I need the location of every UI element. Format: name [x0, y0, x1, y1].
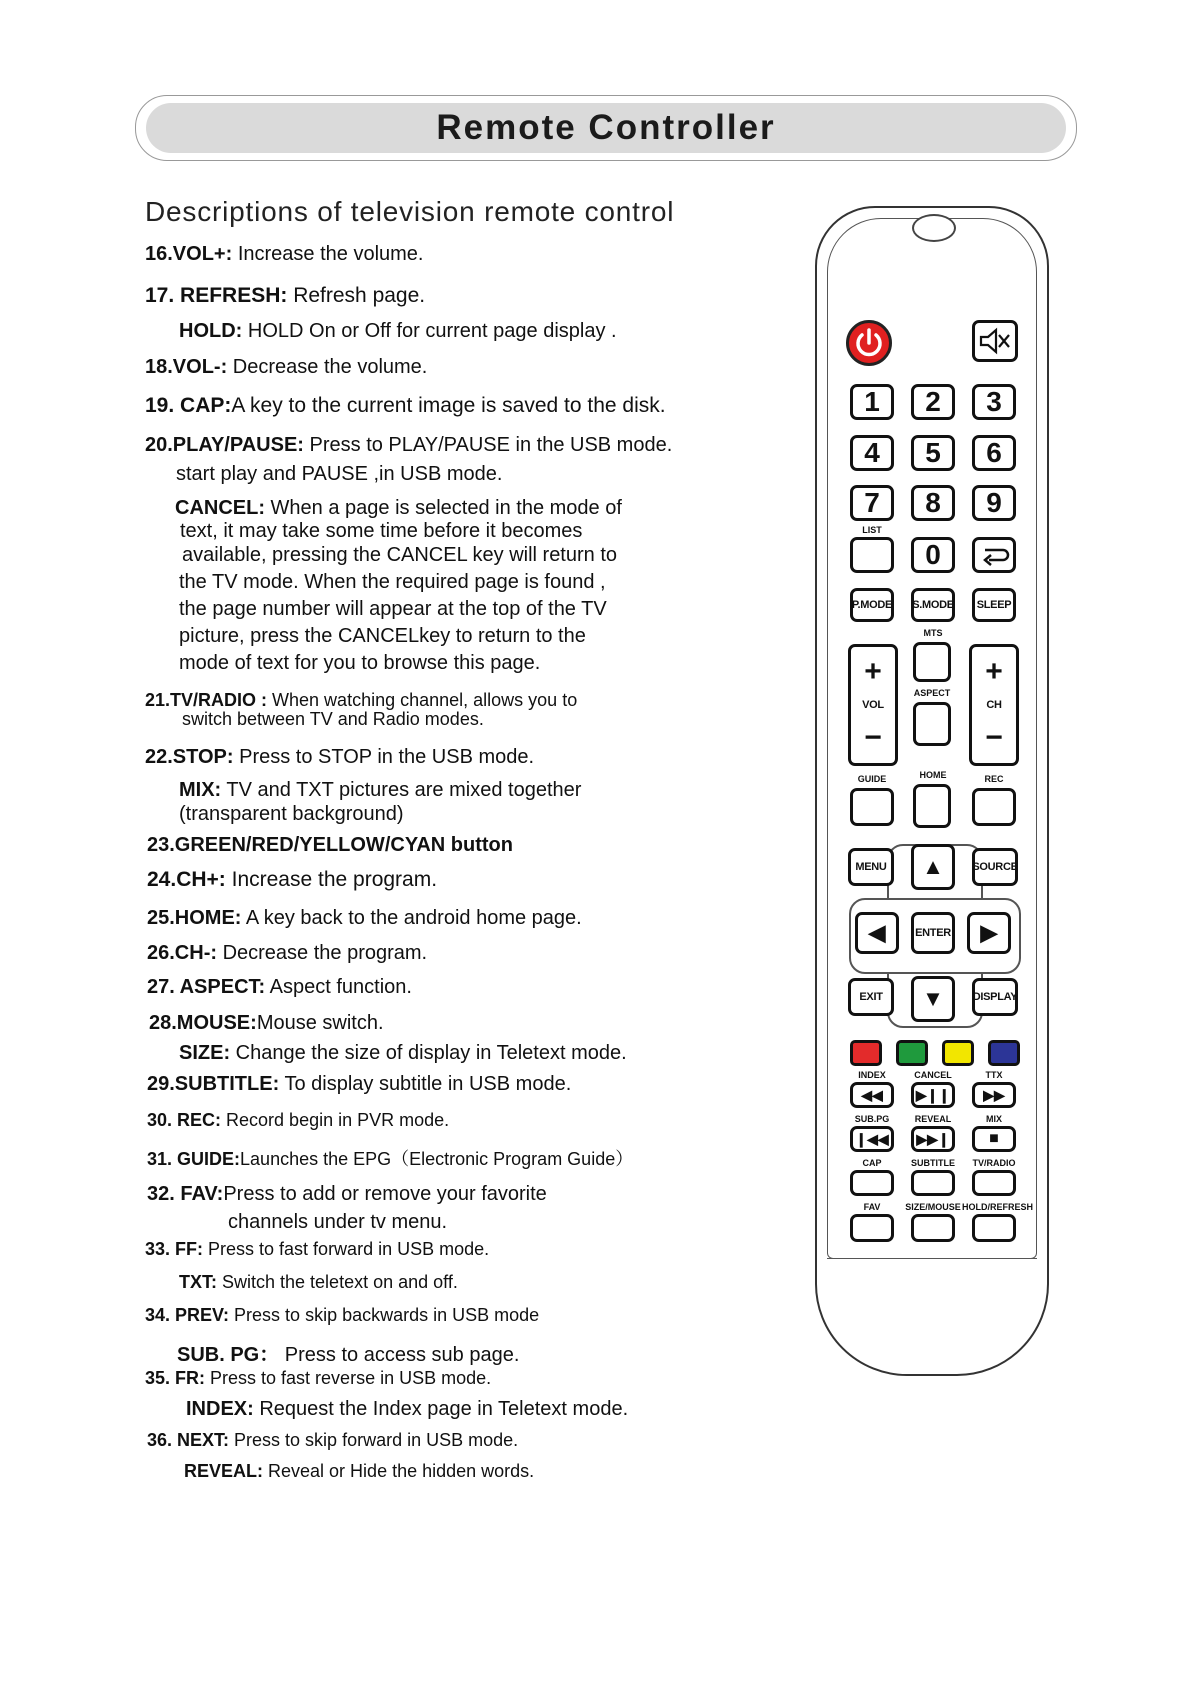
desc-index: INDEX: Request the Index page in Teletext mode.	[186, 1398, 629, 1420]
desc-prev: 34. PREV: Press to skip backwards in USB mode	[145, 1305, 540, 1325]
desc-cancel-2: text, it may take some time before it becomes	[180, 520, 583, 542]
desc-cap: 19. CAP:A key to the current image is saved to the disk.	[145, 394, 666, 417]
minus-icon: −	[864, 721, 882, 754]
tv-radio-button[interactable]	[972, 1170, 1016, 1196]
desc-hold: HOLD: HOLD On or Off for current page display .	[179, 320, 617, 342]
desc-fr: 35. FR: Press to fast reverse in USB mode.	[145, 1368, 492, 1388]
desc-stop: 22.STOP: Press to STOP in the USB mode.	[145, 746, 535, 768]
ttx-label: TTX	[985, 1070, 1003, 1080]
desc-mix-2: (transparent background)	[179, 803, 404, 825]
key-5[interactable]: 5	[911, 435, 955, 471]
key-4[interactable]: 4	[850, 435, 894, 471]
desc-size: SIZE: Change the size of display in Teletext mode.	[179, 1042, 627, 1064]
ir-window-icon	[912, 214, 956, 242]
subtitle-button[interactable]	[911, 1170, 955, 1196]
desc-cancel: CANCEL: When a page is selected in the mode of	[175, 497, 622, 519]
guide-label: GUIDE	[857, 774, 887, 784]
desc-refresh: 17. REFRESH: Refresh page.	[145, 284, 426, 307]
fav-button[interactable]	[850, 1214, 894, 1242]
key-0[interactable]: 0	[911, 537, 955, 573]
hold-refresh-button[interactable]	[972, 1214, 1016, 1242]
rewind-icon: ◀◀	[861, 1086, 883, 1103]
down-arrow-icon: ▼	[922, 986, 944, 1011]
green-button[interactable]	[896, 1040, 928, 1066]
stop-button[interactable]	[972, 1126, 1016, 1152]
red-button[interactable]	[850, 1040, 882, 1066]
desc-cancel-5: the page number will appear at the top of the TV	[179, 598, 607, 620]
ch-label: CH	[986, 699, 1002, 711]
key-2[interactable]: 2	[911, 384, 955, 420]
yellow-button[interactable]	[942, 1040, 974, 1066]
plus-icon: +	[864, 655, 882, 688]
up-arrow-icon: ▲	[922, 854, 944, 879]
index-label: INDEX	[858, 1070, 886, 1080]
desc-fav: 32. FAV:Press to add or remove your favorite	[147, 1183, 547, 1205]
mts-button[interactable]	[913, 642, 951, 682]
vol-label: VOL	[862, 699, 884, 711]
reveal-label: REVEAL	[914, 1114, 952, 1124]
skip-back-icon: ❙◀◀	[855, 1130, 889, 1147]
desc-mouse: 28.MOUSE:Mouse switch.	[149, 1012, 384, 1034]
left-arrow-icon: ◀	[868, 920, 886, 945]
mts-label: MTS	[923, 628, 943, 638]
rec-button[interactable]	[972, 788, 1016, 826]
menu-button[interactable]: MENU	[848, 848, 894, 886]
desc-cancel-7: mode of text for you to browse this page.	[179, 652, 541, 674]
up-button[interactable]	[911, 844, 955, 890]
desc-cancel-6: picture, press the CANCELkey to return to the	[179, 625, 586, 647]
desc-mix: MIX: TV and TXT pictures are mixed together	[179, 779, 582, 801]
aspect-button[interactable]	[913, 702, 951, 746]
fast-reverse-button[interactable]	[850, 1082, 894, 1108]
power-icon	[849, 323, 889, 363]
home-button[interactable]	[913, 784, 951, 828]
key-9[interactable]: 9	[972, 485, 1016, 521]
cancel-label: CANCEL	[914, 1070, 952, 1080]
section-subtitle: Descriptions of television remote control	[145, 196, 675, 227]
desc-ch-plus: 24.CH+: Increase the program.	[147, 868, 438, 891]
exit-button[interactable]: EXIT	[848, 978, 894, 1016]
mute-icon	[978, 327, 1012, 355]
home-label: HOME	[919, 770, 947, 780]
enter-button[interactable]: ENTER	[911, 912, 955, 954]
guide-button[interactable]	[850, 788, 894, 826]
mute-button[interactable]	[972, 320, 1018, 362]
recall-button[interactable]	[972, 537, 1016, 573]
desc-home: 25.HOME: A key back to the android home page.	[147, 907, 582, 929]
play-pause-button[interactable]	[911, 1082, 955, 1108]
blue-button[interactable]	[988, 1040, 1020, 1066]
desc-play-pause: 20.PLAY/PAUSE: Press to PLAY/PAUSE in the USB mode.	[145, 434, 673, 456]
desc-vol-minus: 18.VOL-: Decrease the volume.	[145, 356, 428, 378]
recall-icon	[977, 544, 1011, 566]
desc-txt: TXT: Switch the teletext on and off.	[179, 1272, 458, 1292]
rec-label: REC	[984, 774, 1004, 784]
minus-icon: −	[985, 721, 1003, 754]
desc-reveal: REVEAL: Reveal or Hide the hidden words.	[184, 1461, 535, 1481]
key-3[interactable]: 3	[972, 384, 1016, 420]
sound-mode-button[interactable]: S.MODE	[911, 588, 955, 622]
power-button[interactable]	[846, 320, 892, 366]
page-title: Remote Controller	[146, 103, 1066, 153]
fast-forward-button[interactable]	[972, 1082, 1016, 1108]
key-1[interactable]: 1	[850, 384, 894, 420]
desc-next: 36. NEXT: Press to skip forward in USB mode.	[147, 1430, 519, 1450]
desc-ff: 33. FF: Press to fast forward in USB mode.	[145, 1239, 490, 1259]
desc-aspect: 27. ASPECT: Aspect function.	[147, 976, 412, 998]
volume-rocker[interactable]	[848, 644, 898, 766]
remote-illustration	[815, 206, 1049, 1376]
picture-mode-button[interactable]: P.MODE	[850, 588, 894, 622]
desc-cancel-3: available, pressing the CANCEL key will return to	[182, 544, 618, 566]
right-arrow-icon: ▶	[980, 920, 998, 945]
left-button[interactable]	[855, 912, 899, 954]
tv-radio-label: TV/RADIO	[972, 1158, 1016, 1168]
desc-cancel-4: the TV mode. When the required page is found ,	[179, 571, 606, 593]
desc-play-pause-cont: start play and PAUSE ,in USB mode.	[176, 463, 503, 485]
right-button[interactable]	[967, 912, 1011, 954]
stop-icon: ■	[989, 1130, 999, 1147]
key-7[interactable]: 7	[850, 485, 894, 521]
mix-label: MIX	[985, 1114, 1002, 1124]
title-banner	[135, 95, 1077, 161]
channel-rocker[interactable]	[969, 644, 1019, 766]
subpg-label: SUB.PG	[854, 1114, 890, 1124]
size-mouse-button[interactable]	[911, 1214, 955, 1242]
fast-forward-icon: ▶▶	[983, 1086, 1005, 1103]
hold-refresh-label: HOLD/REFRESH	[962, 1202, 1034, 1212]
previous-button[interactable]	[850, 1126, 894, 1152]
list-label: LIST	[862, 525, 882, 535]
desc-tv-radio: 21.TV/RADIO : When watching channel, allows you to	[145, 690, 578, 710]
source-button[interactable]: SOURCE	[972, 848, 1018, 886]
desc-rec: 30. REC: Record begin in PVR mode.	[147, 1110, 450, 1130]
play-pause-icon: ▶❙❙	[915, 1086, 951, 1103]
next-button[interactable]	[911, 1126, 955, 1152]
size-mouse-label: SIZE/MOUSE	[905, 1202, 961, 1212]
remote-divider	[827, 1258, 1037, 1259]
desc-subtitle: 29.SUBTITLE: To display subtitle in USB mode.	[147, 1073, 572, 1095]
key-8[interactable]: 8	[911, 485, 955, 521]
plus-icon: +	[985, 655, 1003, 688]
desc-guide: 31. GUIDE:Launches the EPG（Electronic Program Guide）	[147, 1149, 634, 1169]
desc-sub-pg: SUB. PG： Press to access sub page.	[177, 1344, 520, 1366]
skip-forward-icon: ▶▶❙	[916, 1130, 950, 1147]
desc-tv-radio-2: switch between TV and Radio modes.	[182, 709, 484, 729]
cap-button[interactable]	[850, 1170, 894, 1196]
sleep-button[interactable]: SLEEP	[972, 588, 1016, 622]
key-6[interactable]: 6	[972, 435, 1016, 471]
aspect-label: ASPECT	[913, 688, 951, 698]
subtitle-label: SUBTITLE	[911, 1158, 955, 1168]
down-button[interactable]	[911, 976, 955, 1022]
cap-label: CAP	[862, 1158, 882, 1168]
display-button[interactable]: DISPLAY	[972, 978, 1018, 1016]
desc-vol-plus: 16.VOL+: Increase the volume.	[145, 243, 424, 265]
fav-label: FAV	[863, 1202, 881, 1212]
desc-ch-minus: 26.CH-: Decrease the program.	[147, 942, 428, 964]
desc-color-buttons: 23.GREEN/RED/YELLOW/CYAN button	[147, 834, 513, 856]
desc-fav-2: channels under tv menu.	[228, 1211, 448, 1233]
list-button[interactable]	[850, 537, 894, 573]
